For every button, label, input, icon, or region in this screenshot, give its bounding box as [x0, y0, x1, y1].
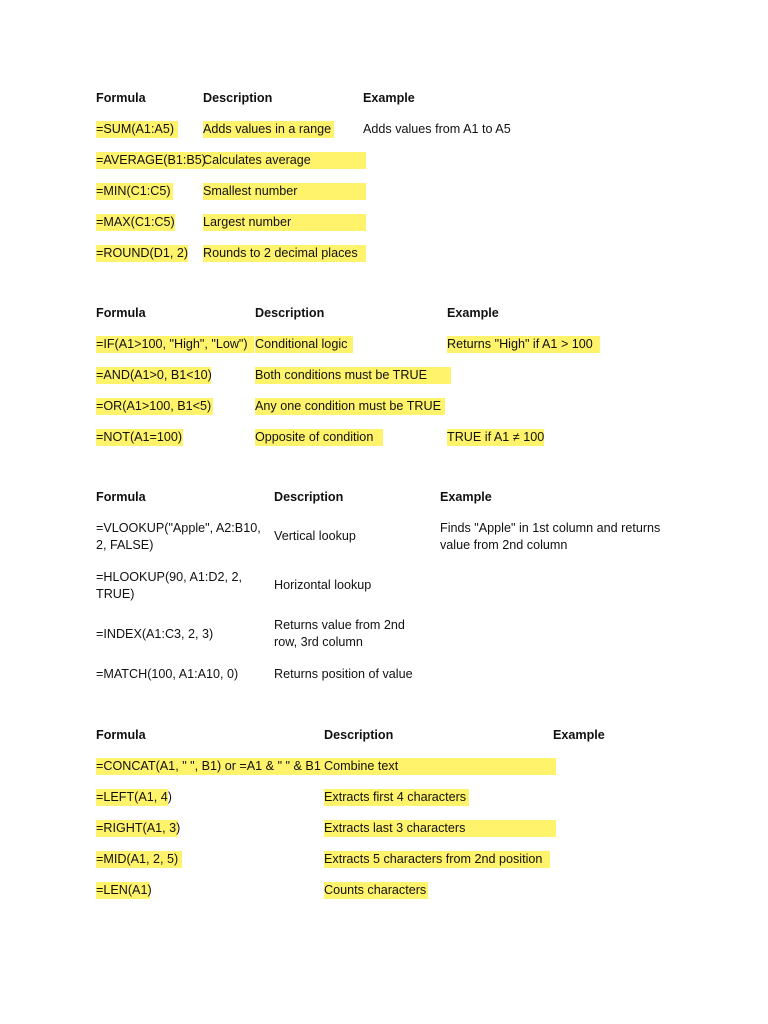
formula-cell: =AVERAGE(B1:B5) [96, 153, 207, 167]
header-formula: Formula [96, 306, 146, 320]
description-cell: Extracts last 3 characters [324, 821, 466, 835]
formula-cell: =AND(A1>0, B1<10) [96, 368, 212, 382]
formula-cell: =MID(A1, 2, 5) [96, 852, 179, 866]
formula-cell: =IF(A1>100, "High", "Low") [96, 337, 248, 351]
formula-cell: =MIN(C1:C5) [96, 184, 171, 198]
description-cell: Opposite of condition [255, 430, 374, 444]
header-description: Description [255, 306, 325, 320]
formula-cell: =VLOOKUP("Apple", A2:B10, 2, FALSE) [96, 521, 261, 552]
description-cell: Smallest number [203, 184, 298, 198]
header-example: Example [440, 490, 492, 504]
description-cell: Calculates average [203, 153, 311, 167]
description-cell: Any one condition must be TRUE [255, 399, 441, 413]
header-example: Example [553, 728, 605, 742]
description-cell: Returns value from 2nd row, 3rd column [274, 618, 405, 649]
description-cell: Extracts 5 characters from 2nd position [324, 852, 543, 866]
description-cell: Rounds to 2 decimal places [203, 246, 358, 260]
description-cell: Combine text [324, 759, 399, 773]
header-formula: Formula [96, 728, 146, 742]
description-cell: Largest number [203, 215, 292, 229]
formula-cell: =NOT(A1=100) [96, 430, 183, 444]
example-cell: Adds values from A1 to A5 [363, 122, 511, 136]
formula-cell: =HLOOKUP(90, A1:D2, 2, TRUE) [96, 570, 242, 601]
example-cell: Finds "Apple" in 1st column and returns value from 2nd column [440, 521, 661, 552]
header-example: Example [447, 306, 499, 320]
description-cell: Adds values in a range [203, 122, 332, 136]
header-formula: Formula [96, 490, 146, 504]
description-cell: Horizontal lookup [274, 578, 372, 592]
description-cell: Conditional logic [255, 337, 348, 351]
example-cell: Returns "High" if A1 > 100 [447, 337, 593, 351]
description-cell: Both conditions must be TRUE [255, 368, 427, 382]
header-formula: Formula [96, 91, 146, 105]
formula-cell: =SUM(A1:A5) [96, 122, 175, 136]
formula-cell: =ROUND(D1, 2) [96, 246, 189, 260]
formula-cell: =MAX(C1:C5) [96, 215, 175, 229]
formula-cell: =RIGHT(A1, 3) [96, 821, 181, 835]
formula-cell: =CONCAT(A1, " ", B1) or =A1 & " " & B1 [96, 759, 321, 773]
description-cell: Vertical lookup [274, 529, 356, 543]
description-cell: Extracts first 4 characters [324, 790, 467, 804]
description-cell: Returns position of value [274, 667, 413, 681]
header-description: Description [324, 728, 394, 742]
header-example: Example [363, 91, 415, 105]
formula-cell: =MATCH(100, A1:A10, 0) [96, 667, 239, 681]
header-description: Description [203, 91, 273, 105]
example-cell: TRUE if A1 ≠ 100 [447, 430, 545, 444]
formula-cell: =LEN(A1) [96, 883, 152, 897]
description-cell: Counts characters [324, 883, 427, 897]
formula-cell: =OR(A1>100, B1<5) [96, 399, 212, 413]
formula-cell: =INDEX(A1:C3, 2, 3) [96, 627, 214, 641]
header-description: Description [274, 490, 344, 504]
formula-cell: =LEFT(A1, 4) [96, 790, 172, 804]
